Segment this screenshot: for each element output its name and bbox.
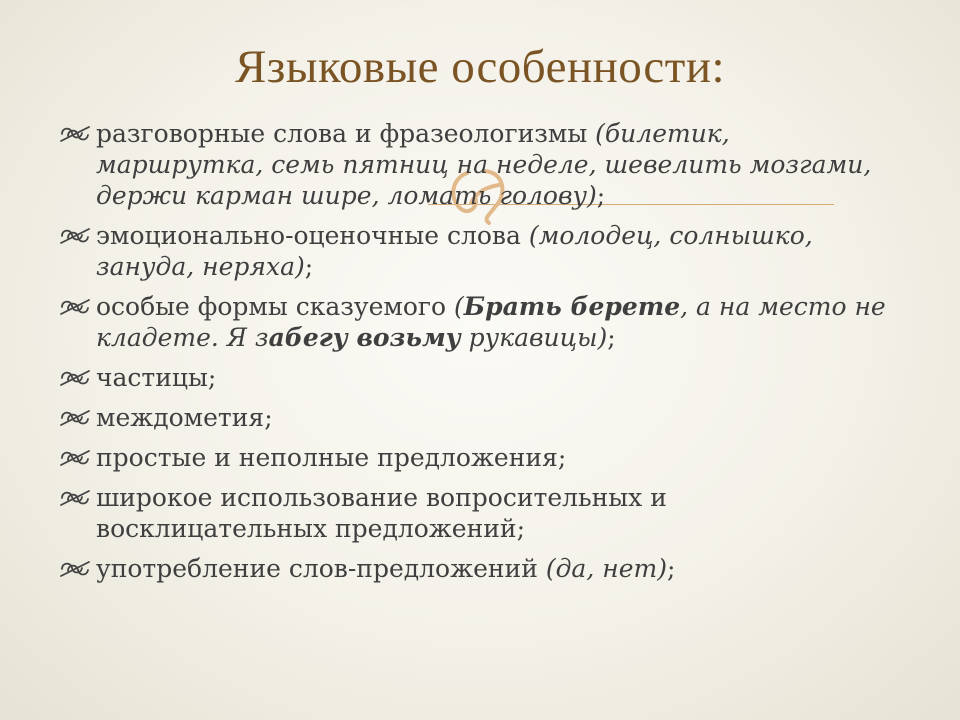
- double-link-bullet-icon: [58, 553, 96, 584]
- list-item: [58, 442, 898, 473]
- list-item: [58, 220, 898, 282]
- text-fragment: ;: [666, 554, 676, 583]
- list-item: [58, 291, 898, 353]
- double-link-bullet-icon: [58, 402, 96, 433]
- text-fragment: междометия;: [96, 403, 273, 432]
- double-link-bullet-icon: [58, 220, 96, 251]
- list-item: [58, 482, 898, 544]
- list-item: [58, 402, 898, 433]
- text-fragment: абегу возьму: [268, 323, 461, 352]
- text-fragment: широкое использование вопросительных и восклицательных предложений;: [96, 483, 667, 543]
- list-item-text: [96, 442, 898, 473]
- text-fragment: (да, нет): [545, 554, 667, 583]
- double-link-bullet-icon: [58, 362, 96, 393]
- text-fragment: разговорные слова и фразеологизмы: [96, 119, 596, 148]
- list-item-text: [96, 362, 898, 393]
- text-fragment: простые и неполные предложения;: [96, 443, 567, 472]
- text-fragment: употребление слов-предложений: [96, 554, 546, 583]
- text-fragment: (молодец, солнышко, зануда, неряха): [96, 221, 813, 281]
- list-item-text: [96, 402, 898, 433]
- text-fragment: ;: [607, 323, 616, 352]
- text-fragment: частицы;: [96, 363, 217, 392]
- list-item: [58, 118, 898, 211]
- list-item-text: [96, 220, 898, 282]
- slide-title: Языковые особенности:: [234, 41, 726, 93]
- text-fragment: рукавицы): [460, 323, 608, 352]
- double-link-bullet-icon: [58, 482, 96, 513]
- text-fragment: (: [453, 292, 464, 321]
- text-fragment: (билетик, маршрутка, семь пятниц на неделе, шевелить мозгами, держи карман шире, ломать голову): [96, 119, 872, 210]
- double-link-bullet-icon: [58, 442, 96, 473]
- text-fragment: ;: [304, 252, 314, 281]
- double-link-bullet-icon: [58, 291, 96, 322]
- bullet-list: [58, 118, 898, 593]
- text-fragment: Брать берете: [463, 292, 681, 321]
- list-item-text: [96, 118, 898, 211]
- double-link-bullet-icon: [58, 118, 96, 149]
- text-fragment: ;: [596, 181, 606, 210]
- list-item: [58, 362, 898, 393]
- text-fragment: , а на место не кладете. Я з: [96, 292, 886, 352]
- list-item: [58, 553, 898, 584]
- list-item-text: [96, 553, 898, 584]
- list-item-text: [96, 291, 898, 353]
- text-fragment: эмоционально-оценочные слова: [96, 221, 529, 250]
- list-item-text: [96, 482, 898, 544]
- text-fragment: особые формы сказуемого: [96, 292, 454, 321]
